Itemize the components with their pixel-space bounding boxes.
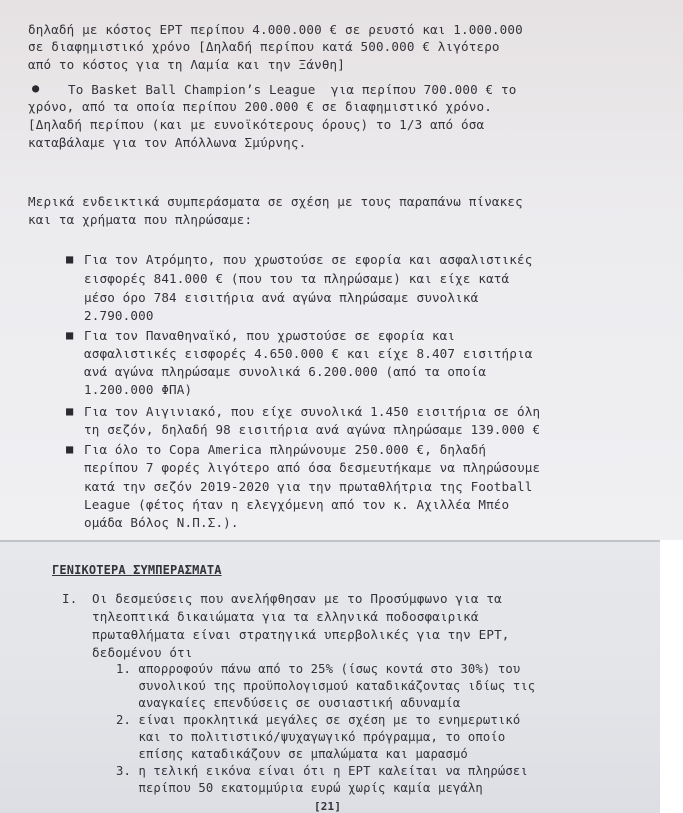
text-line: περίπου 7 φορές λιγότερο από όσα δεσμευτήκαμε να πληρώσουμε [84,460,541,475]
bullet-square: ■ [66,328,74,342]
text-line: από το κόστος για τη Λαμία και την Ξάνθη] [28,57,346,72]
text-line: To Basket Ball Champion’s League για περίπου 700.000 € το [68,82,517,97]
text-line: εισφορές 841.000 € (που του τα πληρώσαμε) και είχε κατά [84,271,510,286]
bullet-square: ■ [66,404,74,418]
numbered-item-line: 3. η τελική εικόνα είναι ότι η ΕΡΤ καλείται να πληρώσει [116,764,528,778]
text-line: Μερικά ενδεικτικά συμπεράσματα σε σχέση με τους παραπάνω πίνακες [28,194,523,209]
numbered-item-line: περίπου 50 εκατομμύρια ευρώ χωρίς καμία μεγάλη [116,781,483,795]
page-photo-bottom [0,540,660,813]
text-line: ομάδα Βόλος Ν.Π.Σ.). [84,515,239,530]
numbered-item-line: επίσης καταδικάζουν σε μπαλώματα και μαρασμό [116,747,468,761]
text-line: League (φέτος ήταν η ελεγχόμενη από τον κ. Αχιλλέα Μπέο [84,497,510,512]
roman-numeral: I. [62,591,78,606]
text-line: μέσο όρο 784 εισιτήρια ανά αγώνα πληρώσαμε συνολικά [84,290,479,305]
bullet-square: ■ [66,252,74,266]
text-line: πρωταθλήματα είναι στρατηγικά υπερβολικές για την ΕΡΤ, [92,627,510,642]
photo-seam-divider [0,540,660,542]
numbered-item-line: και το πολιτιστικό/ψυχαγωγικό πρόγραμμα, το οποίο [116,730,506,744]
text-line: σε διαφημιστικό χρόνο [Δηλαδή περίπου κατά 500.000 € λιγότερο [28,39,500,54]
text-line: Για τον Αιγινιακό, που είχε συνολικά 1.450 εισιτήρια σε όλη [84,404,541,419]
blank-margin [660,540,683,813]
text-line: Οι δεσμεύσεις που ανελήφθησαν με το Προσύμφωνο για τα [92,591,502,606]
numbered-item-line: συνολικού της προϋπολογισμού καταδικάζοντας ιδίως τις [116,679,536,693]
bullet-square: ■ [66,442,74,456]
text-line: δεδομένου ότι [92,645,193,660]
numbered-item-line: 2. είναι προκλητικά μεγάλες σε σχέση με το ενημερωτικό [116,713,521,727]
bullet-dot: ● [32,81,40,95]
text-line: τη σεζόν, δηλαδή 98 εισιτήρια ανά αγώνα πληρώσαμε 139.000 € [84,422,541,437]
text-line: κατά την σεζόν 2019-2020 για την πρωταθλήτρια της Football [84,479,533,494]
text-line: ασφαλιστικές εισφορές 4.650.000 € και είχε 8.407 εισιτήρια [84,346,533,361]
text-line: 2.790.000 [84,308,154,323]
text-line: και τα χρήματα που πληρώσαμε: [28,212,253,227]
numbered-item-line: αναγκαίες επενδύσεις σε ουσιαστική αδυναμία [116,696,461,710]
text-line: 1.200.000 ΦΠΑ) [84,382,193,397]
text-line: καταβάλαμε για τον Απόλλωνα Σμύρνης. [28,135,307,150]
text-line: Για τον Παναθηναϊκό, που χρωστούσε σε εφορία και [84,328,456,343]
numbered-item-line: 1. απορροφούν πάνω από το 25% (ίσως κοντά στο 30%) του [116,662,521,676]
text-line: Για όλο το Copa America πληρώνουμε 250.000 €, δηλαδή [84,442,487,457]
text-line: Για τον Ατρόμητο, που χρωστούσε σε εφορία και ασφαλιστικές [84,252,533,267]
text-line: τηλεοπτικά δικαιώματα για τα ελληνικά ποδοσφαιρικά [92,609,479,624]
text-line: [Δηλαδή περίπου (και με ευνοϊκότερους όρους) το 1/3 από όσα [28,117,485,132]
text-line: δηλαδή με κόστος ΕΡΤ περίπου 4.000.000 € σε ρευστό και 1.000.000 [28,22,523,37]
page-number: [21] [314,800,342,813]
text-line: ανά αγώνα πληρώσαμε συνολικά 6.200.000 (από τα οποία [84,364,487,379]
text-line: χρόνο, από τα οποία περίπου 200.000 € σε διαφημιστικό χρόνο. [28,99,492,114]
section-heading: ΓΕΝΙΚΟΤΕΡΑ ΣΥΜΠΕΡΑΣΜΑΤΑ [52,563,222,577]
